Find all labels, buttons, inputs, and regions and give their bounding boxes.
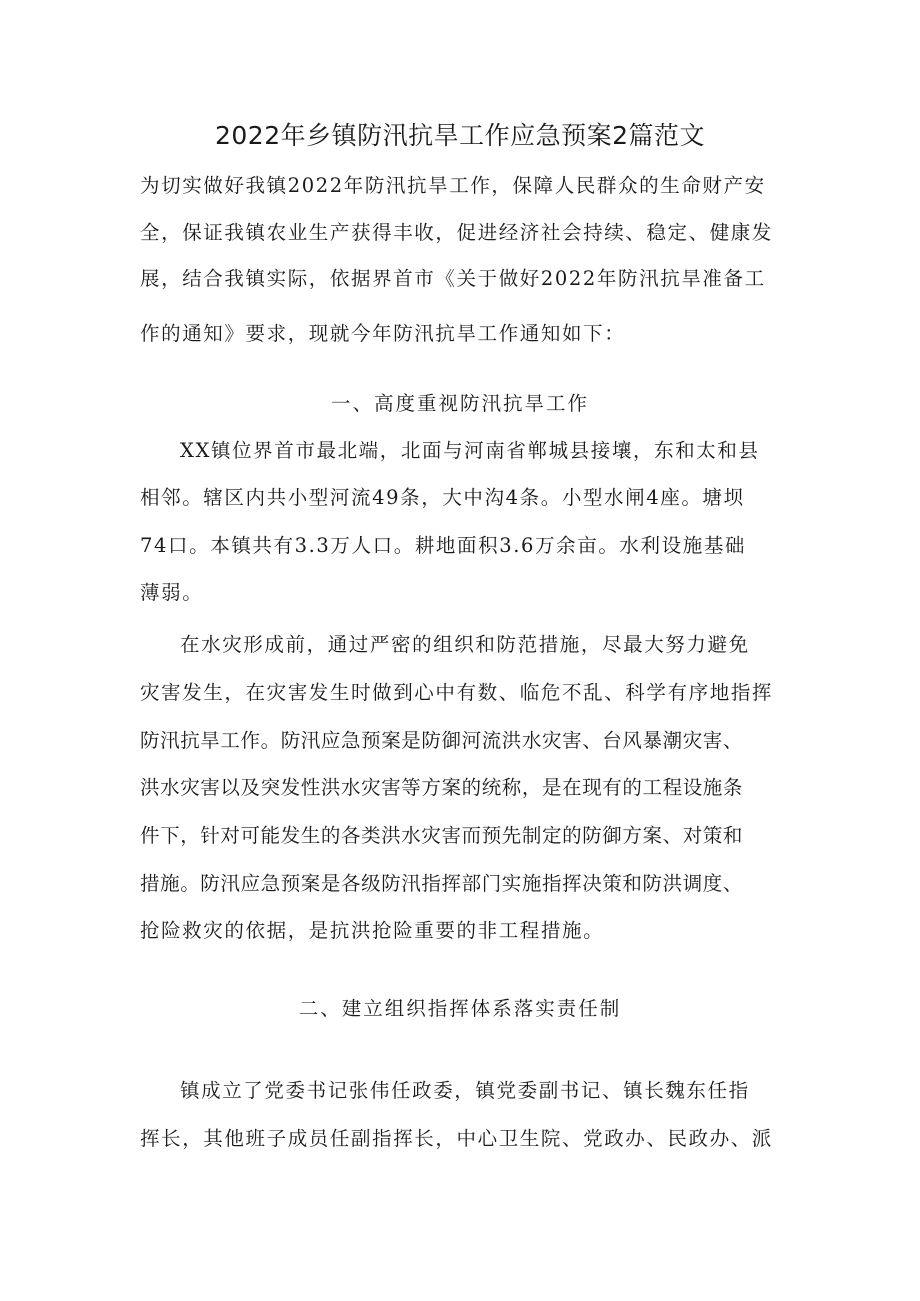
document-title: 2022年乡镇防汛抗旱工作应急预案2篇范文	[214, 121, 706, 150]
section-1-para-2-line-1: 在水灾形成前，通过严密的组织和防范措施，尽最大努力避免	[180, 633, 750, 656]
section-2-heading: 二、建立组织指挥体系落实责任制	[298, 997, 622, 1020]
section-1-para-1-line-3: 74口。本镇共有3.3万人口。耕地面积3.6万余亩。水利设施基础	[140, 534, 747, 557]
section-1-para-1-line-1: XX镇位界首市最北端，北面与河南省郸城县接壤，东和太和县	[180, 439, 760, 462]
section-1-para-2-line-3: 防汛抗旱工作。防汛应急预案是防御河流洪水灾害、台风暴潮灾害、	[140, 729, 744, 752]
section-2-para-1-line-1: 镇成立了党委书记张伟任政委，镇党委副书记、镇长魏东任指	[180, 1079, 750, 1102]
section-1-para-2-line-6: 措施。防汛应急预案是各级防汛指挥部门实施指挥决策和防洪调度、	[140, 872, 744, 895]
intro-line-4: 作的通知》要求，现就今年防汛抗旱工作通知如下：	[140, 322, 626, 345]
section-1-para-2-line-7: 抢险救灾的依据，是抗洪抢险重要的非工程措施。	[140, 919, 605, 942]
section-1-para-1-line-2: 相邻。辖区内共小型河流49条，大中沟4条。小型水闸4座。塘坝	[140, 486, 745, 509]
section-2-para-1-line-2: 挥长，其他班子成员任副指挥长，中心卫生院、党政办、民政办、派	[140, 1127, 774, 1150]
section-1-para-2-line-4: 洪水灾害以及突发性洪水灾害等方案的统称，是在现有的工程设施条	[140, 776, 744, 799]
section-1-para-1-line-4: 薄弱。	[140, 581, 204, 604]
intro-line-1: 为切实做好我镇2022年防汛抗旱工作，保障人民群众的生命财产安	[140, 174, 766, 197]
section-1-para-2-line-2: 灾害发生，在灾害发生时做到心中有数、临危不乱、科学有序地指挥	[140, 681, 774, 704]
section-1-heading: 一、高度重视防汛抗旱工作	[330, 392, 589, 415]
intro-line-2: 全，保证我镇农业生产获得丰收，促进经济社会持续、稳定、健康发	[140, 221, 774, 244]
section-1-para-2-line-5: 件下，针对可能发生的各类洪水灾害而预先制定的防御方案、对策和	[140, 824, 744, 847]
intro-line-3: 展，结合我镇实际，依据界首市《关于做好2022年防汛抗旱准备工	[140, 267, 766, 290]
